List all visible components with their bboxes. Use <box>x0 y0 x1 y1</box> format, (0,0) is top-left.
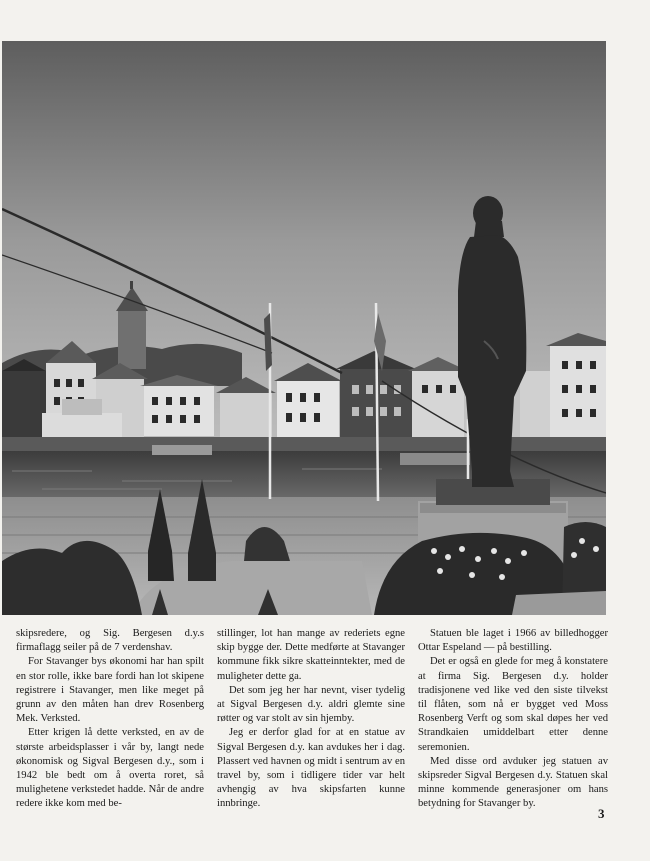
text-column-2 <box>217 627 405 812</box>
page-number: 3 <box>598 806 605 821</box>
paragraph: Statuen ble laget i 1966 av billedhogger Ottar Espeland — på bestilling. <box>418 628 608 654</box>
paragraph: Med disse ord avduker jeg statuen av skipsreder Sigval Bergesen d.y. Statuen skal minne kommende generasjoner om hans betydning for Stavanger by. <box>418 755 608 810</box>
paragraph: Det som jeg her har nevnt, viser tydelig at Sigval Bergesen d.y. aldri glemte sine røtter og var stolt av sin hjemby. <box>217 684 405 725</box>
paragraph: Det er også en glede for meg å konstatere at firma Sig. Bergesen d.y. holder tradisjonene ved like ved den siste tilvekst til flåten, som nå er bygget ved Moss Rosenberg Verft og som skal døpes her ved Strandkaien umiddelbart etter denne seremonien. <box>418 656 608 753</box>
paragraph: For Stavanger bys økonomi har han spilt en stor rolle, ikke bare fordi han lot skipene registrere i Stavanger, men like meget på grunn av den måten han drev Rosenberg Mek. Verksted. <box>16 656 204 725</box>
paragraph: Etter krigen lå dette verksted, en av de største arbeidsplasser i vår by, langt nede økonomisk og Sigval Bergesen d.y., som i 1942 ble bedt om å overta roret, så mulighetene verkstedet hadde. Når de andre redere ikke kom med be- <box>16 727 204 810</box>
paragraph: stillinger, lot han mange av rederiets egne skip bygge der. Dette medførte at Stavanger kommune fikk sikre skatteinntekter, med de muligheter dette ga. <box>217 628 405 682</box>
text-column-3 <box>418 627 608 812</box>
statue-photo <box>2 41 606 615</box>
paragraph: skipsredere, og Sig. Bergesen d.y.s firmaflagg seiler på de 7 verdenshav. <box>16 628 204 654</box>
text-column-1 <box>16 627 204 812</box>
paragraph: Jeg er derfor glad for at en statue av Sigval Bergesen d.y. kan avdukes her i dag. Plassert ved havnen og midt i sentrum av en travel by, som i tidligere tider var helt avhengig av hva skipsfarten kunne innbringe. <box>217 727 405 810</box>
